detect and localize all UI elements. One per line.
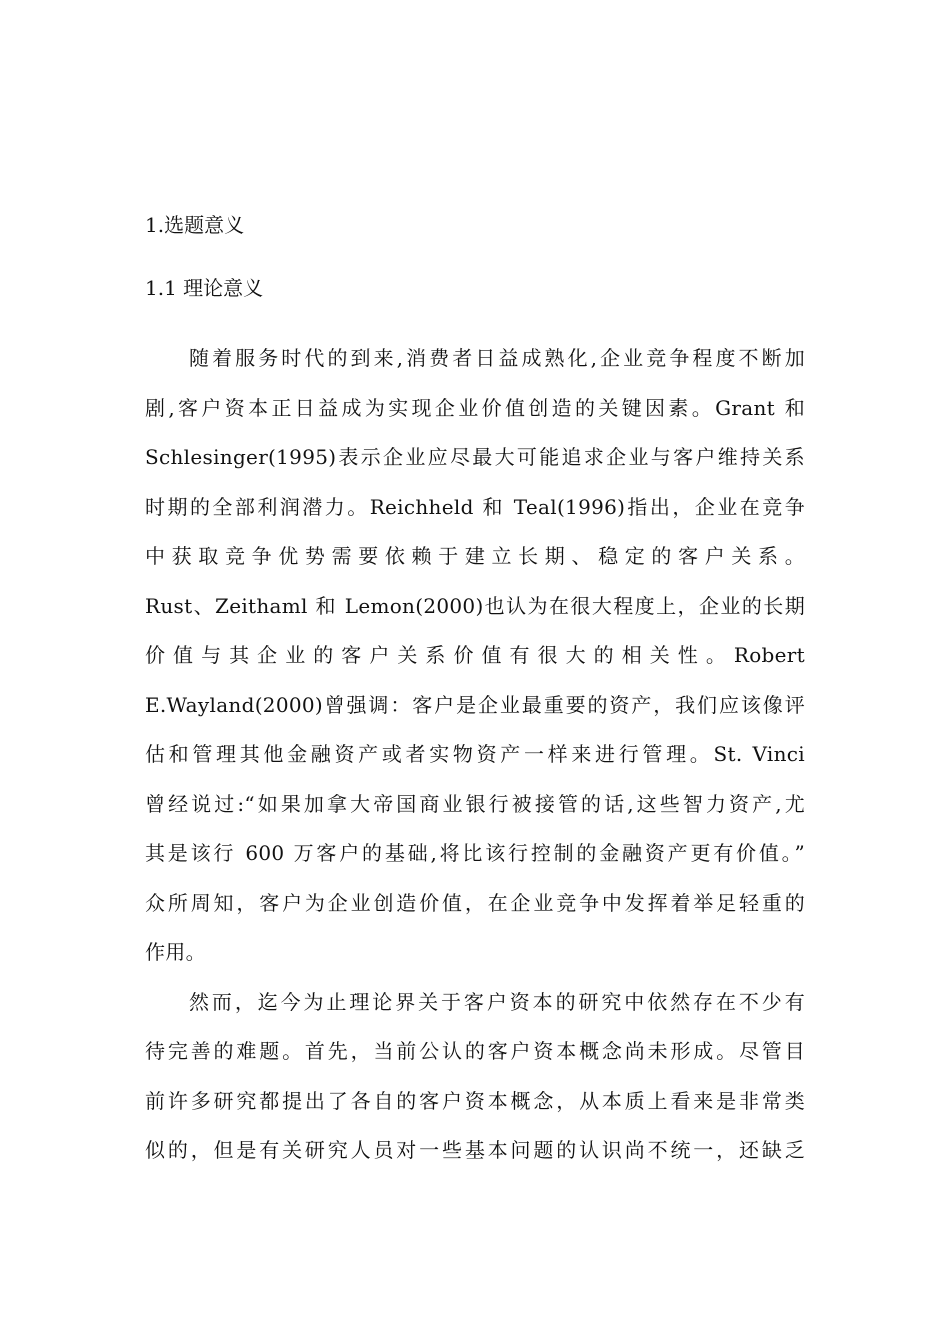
text-line: Rust、Zeithaml 和 Lemon(2000)也认为在很大程度上，企业的长期 bbox=[145, 593, 805, 618]
text-line: 时期的全部利润潜力。Reichheld 和 Teal(1996)指出，企业在竞争 bbox=[145, 494, 805, 519]
text-line: 中获取竞争优势需要依赖于建立长期、稳定的客户关系。 bbox=[145, 544, 805, 568]
paragraph-1 bbox=[145, 334, 805, 978]
text-line: 剧,客户资本正日益成为实现企业价值创造的关键因素。Grant 和 bbox=[145, 395, 805, 420]
text-line: 众所周知，客户为企业创造价值，在企业竞争中发挥着举足轻重的 bbox=[145, 890, 805, 915]
text-line: 估和管理其他金融资产或者实物资产一样来进行管理。St. Vinci bbox=[145, 742, 805, 766]
text-line: 待完善的难题。首先，当前公认的客户资本概念尚未形成。尽管目 bbox=[145, 1039, 805, 1063]
text-line: 其是该行 600 万客户的基础,将比该行控制的金融资产更有价值。” bbox=[145, 841, 805, 865]
section-heading: 1.选题意义 bbox=[145, 213, 245, 237]
text-line: 似的，但是有关研究人员对一些基本问题的认识尚不统一，还缺乏 bbox=[145, 1138, 805, 1162]
text-line: 作用。 bbox=[145, 940, 206, 964]
text-line: 价值与其企业的客户关系价值有很大的相关性。Robert bbox=[145, 643, 805, 667]
text-line: 随着服务时代的到来,消费者日益成熟化,企业竞争程度不断加 bbox=[189, 346, 805, 370]
subsection-heading: 1.1 理论意义 bbox=[145, 276, 264, 300]
text-line: 曾经说过:“如果加拿大帝国商业银行被接管的话,这些智力资产,尤 bbox=[145, 791, 805, 816]
text-line: Schlesinger(1995)表示企业应尽最大可能追求企业与客户维持关系 bbox=[145, 445, 805, 469]
paragraph-2 bbox=[145, 978, 805, 1176]
text-line: E.Wayland(2000)曾强调：客户是企业最重要的资产，我们应该像评 bbox=[145, 692, 805, 717]
text-line: 前许多研究都提出了各自的客户资本概念，从本质上看来是非常类 bbox=[145, 1088, 805, 1113]
document-page bbox=[145, 200, 805, 1176]
text-line: 然而，迄今为止理论界关于客户资本的研究中依然存在不少有 bbox=[189, 989, 805, 1014]
